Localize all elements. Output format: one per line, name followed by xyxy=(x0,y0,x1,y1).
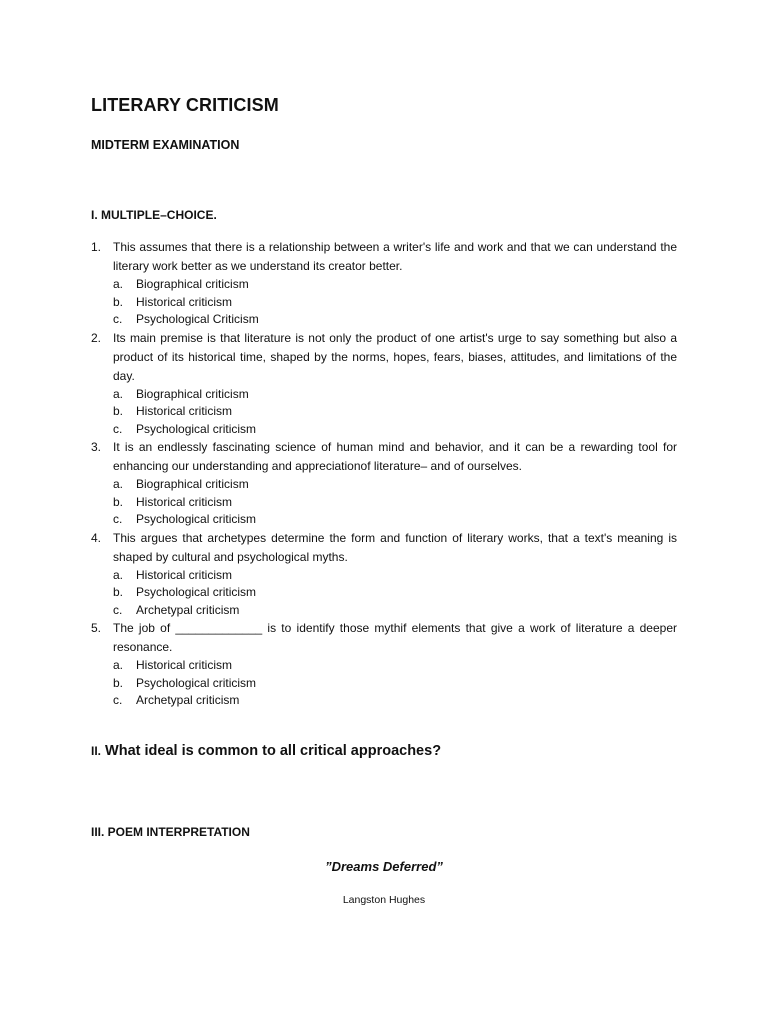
option-list xyxy=(113,386,677,439)
question-number: 2. xyxy=(91,330,102,345)
option-letter: b. xyxy=(113,585,124,599)
option-text: Psychological criticism xyxy=(136,585,257,599)
option-text: Psychological criticism xyxy=(136,675,257,690)
option-letter: a. xyxy=(113,477,124,491)
question-1 xyxy=(91,238,677,329)
question-text: The job of _____________ is to identify those mythif elements that give a work of literature a deeper resonance. xyxy=(113,621,677,654)
option-c xyxy=(113,421,677,439)
option-letter: a. xyxy=(113,277,124,291)
question-2 xyxy=(91,329,677,439)
option-list xyxy=(113,657,677,710)
option-text: Psychological criticism xyxy=(136,512,257,526)
poem-title: ”Dreams Deferred” xyxy=(325,859,443,874)
option-letter: c. xyxy=(113,693,123,707)
section-multiple-choice-heading: I. MULTIPLE–CHOICE. xyxy=(91,208,217,222)
section-number: II. xyxy=(91,744,102,758)
option-text: Psychological criticism xyxy=(136,421,257,436)
option-a xyxy=(113,657,677,675)
option-text: Historical criticism xyxy=(136,404,232,418)
option-b xyxy=(113,294,677,312)
poem-author: Langston Hughes xyxy=(342,894,426,906)
option-text: Psychological Criticism xyxy=(136,312,259,326)
option-letter: c. xyxy=(113,421,123,436)
question-number: 1. xyxy=(91,240,102,254)
option-text: Biographical criticism xyxy=(136,386,249,401)
question-text: Its main premise is that literature is not only the product of one artist's urge to say something but also a product of its historical time, shaped by the norms, hopes, fears, biases, attitudes, and limitations of the day. xyxy=(113,330,677,383)
option-b xyxy=(113,494,677,512)
option-letter: b. xyxy=(113,294,124,309)
option-text: Biographical criticism xyxy=(136,477,249,491)
question-5 xyxy=(91,619,677,710)
option-a xyxy=(113,386,677,404)
section-essay-question xyxy=(91,743,441,759)
question-number: 4. xyxy=(91,530,102,545)
option-letter: a. xyxy=(113,567,124,582)
option-letter: c. xyxy=(113,512,123,526)
option-text: Archetypal criticism xyxy=(136,602,240,617)
option-c xyxy=(113,692,677,710)
option-list xyxy=(113,276,677,329)
option-text: Historical criticism xyxy=(136,294,232,309)
question-4 xyxy=(91,529,677,620)
option-text: Historical criticism xyxy=(136,567,232,582)
option-a xyxy=(113,567,677,585)
option-list xyxy=(113,567,677,620)
option-c xyxy=(113,602,677,620)
option-a xyxy=(113,476,677,494)
section-poem-heading: III. POEM INTERPRETATION xyxy=(91,825,250,839)
document-title: LITERARY CRITICISM xyxy=(91,95,279,115)
question-number: 5. xyxy=(91,621,102,635)
option-letter: c. xyxy=(113,312,123,326)
document-subtitle: MIDTERM EXAMINATION xyxy=(91,138,240,152)
option-a xyxy=(113,276,677,294)
option-letter: b. xyxy=(113,494,124,509)
option-b xyxy=(113,403,677,421)
option-letter: a. xyxy=(113,658,124,672)
question-3 xyxy=(91,438,677,529)
question-list xyxy=(91,238,677,710)
option-letter: c. xyxy=(113,602,123,617)
option-text: Historical criticism xyxy=(136,494,232,509)
option-letter: a. xyxy=(113,386,124,401)
option-c xyxy=(113,311,677,329)
option-text: Historical criticism xyxy=(136,658,232,672)
essay-question-text: What ideal is common to all critical approaches? xyxy=(105,743,442,759)
option-letter: b. xyxy=(113,404,124,418)
option-b xyxy=(113,584,677,602)
option-b xyxy=(113,675,677,693)
option-letter: b. xyxy=(113,675,124,690)
option-text: Archetypal criticism xyxy=(136,693,240,707)
option-c xyxy=(113,511,677,529)
option-text: Biographical criticism xyxy=(136,277,249,291)
question-text: It is an endlessly fascinating science of human mind and behavior, and it can be a rewarding tool for enhancing our understanding and appreciationof literature– and of ourselves. xyxy=(113,440,677,473)
question-text: This assumes that there is a relationship between a writer's life and work and that we can understand the literary work better as we understand its creator better. xyxy=(113,240,677,273)
question-text: This argues that archetypes determine the form and function of literary works, that a text's meaning is shaped by cultural and psychological myths. xyxy=(113,530,677,564)
question-number: 3. xyxy=(91,440,102,454)
option-list xyxy=(113,476,677,529)
